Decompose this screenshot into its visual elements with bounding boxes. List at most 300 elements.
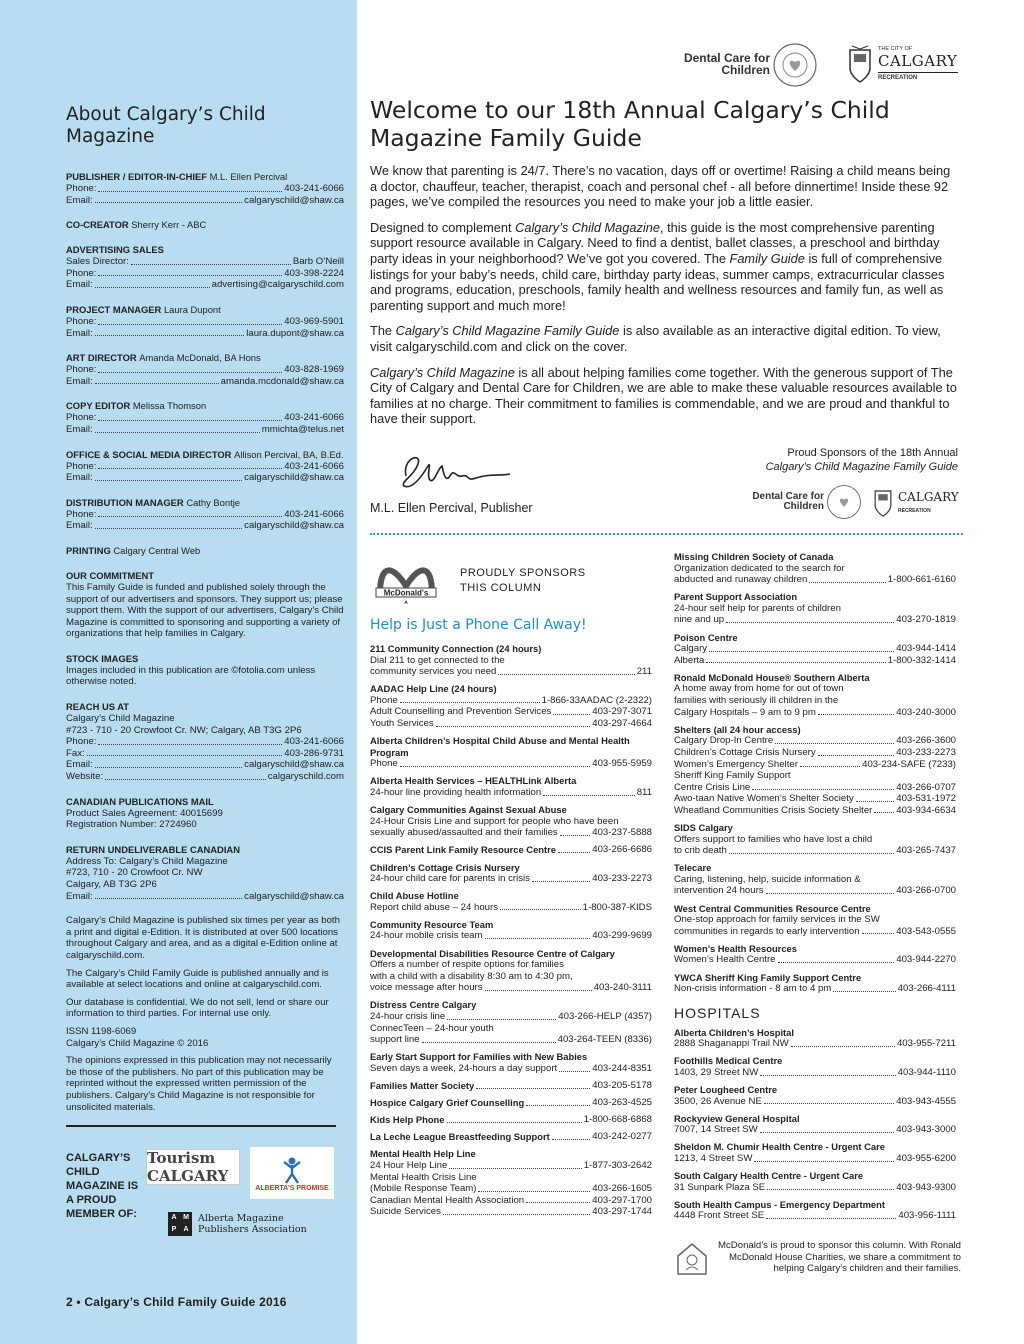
phone-entry: [370, 948, 652, 994]
row-key: Phone: [370, 694, 398, 706]
phone-entry: [674, 632, 956, 667]
row-leader: [558, 844, 590, 853]
rmhc-note-text: McDonald’s is proud to sponsor this column. With Ronald McDonald House Charities, we share a commitment to helping Calgary’s children and their families.: [718, 1240, 961, 1275]
dotted-row: [66, 472, 344, 484]
ampa-grid: [168, 1212, 192, 1236]
row-key: A home away from home for out of town: [674, 683, 844, 695]
ampa-text: Alberta Magazine Publishers Association: [198, 1213, 307, 1235]
entry-name: La Leche League Breastfeeding Support: [370, 1131, 550, 1143]
phone-entry: [674, 591, 956, 626]
dotted-row: [66, 412, 344, 424]
sponsor-credit-line-1: Proud Sponsors of the 18th Annual: [787, 447, 958, 459]
phone-entry: [674, 672, 956, 718]
sidebar: [0, 0, 357, 1344]
info-label: [66, 653, 344, 665]
entry-name: Developmental Disabilities Resource Centre of Calgary: [370, 947, 615, 959]
row-value: 403-241-6066: [284, 412, 344, 424]
row-key: Children’s Cottage Crisis Nursery: [674, 746, 816, 758]
section-value: Amanda McDonald, BA Hons: [139, 352, 261, 364]
row-key: 3500, 26 Avenue NE: [674, 1095, 762, 1107]
row-value: 1-800-332-1414: [887, 654, 956, 666]
phone-column-2: [674, 551, 956, 1228]
dotted-row: [370, 1160, 652, 1172]
info-label: [66, 796, 344, 808]
row-key: to crib death: [674, 845, 727, 857]
info-label-text: RETURN UNDELIVERABLE CANADIAN: [66, 843, 240, 855]
row-leader: [559, 1063, 590, 1072]
row-value: 403-233-2273: [896, 746, 956, 758]
row-leader: [98, 316, 282, 325]
row-key: families with seriously ill children in the: [674, 695, 839, 707]
section-label: [66, 244, 344, 256]
dotted-row: [674, 574, 956, 586]
row-value: calgaryschild@shaw.ca: [244, 194, 344, 206]
dotted-row: [370, 1023, 652, 1035]
phone-entry: [370, 643, 652, 678]
info-label-text: PRINTING: [66, 544, 111, 556]
masthead-info: [66, 545, 344, 1113]
row-key: Phone:: [66, 508, 97, 520]
dotted-row: [674, 614, 956, 626]
row-key: 1213, 4 Street SW: [674, 1153, 753, 1165]
row-value: 403-934-6634: [896, 804, 956, 816]
phone-entry: [370, 804, 652, 839]
dotted-row: [370, 1195, 652, 1207]
intro-paragraph-3: The Calgary’s Child Magazine Family Guide is also available as an interactive digital edition. To view, visit calgaryschild.com and click on the cover.: [370, 323, 941, 354]
page-title: Welcome to our 18th Annual Calgary’s Child Magazine Family Guide: [370, 96, 890, 152]
row-key: (Mobile Response Team): [370, 1183, 477, 1195]
row-value: 403-265-7437: [896, 845, 956, 857]
entry-inline-row: [370, 1114, 652, 1126]
entry-name: Children’s Cottage Crisis Nursery: [370, 861, 520, 873]
dotted-row: [66, 376, 344, 388]
row-key: Phone: [370, 758, 398, 770]
dotted-row: [674, 793, 956, 805]
section-label-text: COPY EDITOR: [66, 400, 131, 412]
section-label-text: DISTRIBUTION MANAGER: [66, 496, 184, 508]
dotted-row: [66, 759, 344, 771]
entry-name: AADAC Help Line (24 hours): [370, 683, 497, 695]
info-label-text: STOCK IMAGES: [66, 652, 139, 664]
info-text: This Family Guide is funded and published solely through the support of our advertisers and sponsors. They support us; please support them. With the support of our advertisers, Calgary’s Child Magazine is committed to sponsoring and supporting a variety of organizations that help families in Calgary.: [66, 581, 344, 640]
phone-entry: [674, 1055, 956, 1078]
city-rule: [878, 72, 958, 73]
row-leader: [436, 718, 591, 727]
row-value: calgaryschild@shaw.ca: [244, 759, 344, 771]
dotted-row: [370, 787, 652, 799]
info-section: [66, 844, 344, 902]
section-divider: [370, 533, 963, 535]
row-leader: [862, 926, 895, 935]
svg-text:McDonald's: McDonald's: [383, 588, 429, 598]
row-key: Website:: [66, 771, 104, 783]
row-key: Awo-taan Native Women’s Shelter Society: [674, 793, 854, 805]
sponsor-logos-small: [752, 484, 962, 520]
section-value: Allison Percival, BA, B.Ed.: [234, 448, 344, 460]
entry-name: Kids Help Phone: [370, 1114, 445, 1126]
hospitals-list: [674, 1027, 956, 1222]
row-key: Youth Services: [370, 718, 434, 730]
dotted-row: [674, 770, 956, 782]
section-value: Laura Dupont: [163, 303, 221, 315]
row-value: 403-969-5901: [284, 315, 344, 327]
dotted-row: [674, 759, 956, 771]
row-leader: [754, 1153, 894, 1162]
row-key: Women’s Emergency Shelter: [674, 758, 798, 770]
mcdonalds-sponsor: [370, 553, 652, 609]
phone-entry: [674, 724, 956, 817]
row-leader: [105, 771, 266, 780]
dotted-row: [674, 707, 956, 719]
section-label-text: PROJECT MANAGER: [66, 303, 162, 315]
section-label: [66, 219, 344, 231]
row-leader: [833, 983, 895, 992]
dotted-row: [370, 1172, 652, 1184]
row-key: Alberta: [674, 654, 705, 666]
info-paragraph: ISSN 1198-6069: [66, 1025, 137, 1037]
entry-name: Poison Centre: [674, 631, 738, 643]
row-leader: [98, 736, 282, 745]
dotted-row: [674, 1067, 956, 1079]
row-key: Phone:: [66, 364, 97, 376]
section-label-text: ADVERTISING SALES: [66, 244, 164, 256]
dotted-row: [370, 1206, 652, 1218]
row-key: Canadian Mental Health Association: [370, 1194, 525, 1206]
row-leader: [485, 930, 591, 939]
section-label: [66, 400, 344, 412]
row-key: 24-hour child care for parents in crisis: [370, 873, 530, 885]
dotted-row: [674, 643, 956, 655]
dental-seal-icon-small: [826, 484, 862, 520]
row-leader: [553, 706, 590, 715]
entry-name: Calgary Communities Against Sexual Abuse: [370, 804, 567, 816]
city-crest-icon: [846, 44, 874, 84]
row-leader: [95, 328, 245, 337]
phone-entry: [370, 775, 652, 798]
entry-name: South Health Campus - Emergency Department: [674, 1198, 885, 1210]
info-value: Calgary Central Web: [113, 544, 201, 556]
row-key: Sales Director:: [66, 256, 129, 268]
row-key: Email:: [66, 520, 93, 532]
entry-name: Telecare: [674, 862, 712, 874]
row-value: calgaryschild@shaw.ca: [244, 890, 344, 902]
dental-seal-icon: [772, 42, 818, 88]
row-leader: [500, 902, 581, 911]
mcdonalds-sponsor-text: PROUDLY SPONSORS THIS COLUMN: [460, 567, 586, 594]
recreation-text-small: RECREATION: [898, 508, 931, 514]
dotted-row: [66, 256, 344, 268]
dotted-row: [674, 735, 956, 747]
row-key: abducted and runaway children: [674, 574, 808, 586]
phone-entry: [674, 862, 956, 897]
row-leader: [87, 748, 283, 757]
row-leader: [447, 1114, 582, 1123]
dotted-row: [674, 805, 956, 817]
entry-name: Alberta Children’s Hospital: [674, 1026, 794, 1038]
row-value: 403-297-3071: [592, 706, 652, 718]
row-leader: [766, 885, 895, 894]
phone-entry: [674, 903, 956, 938]
dotted-row: [674, 845, 956, 857]
entry-name: Peter Lougheed Centre: [674, 1084, 778, 1096]
phone-entry: [370, 1097, 652, 1109]
dotted-row: [674, 782, 956, 794]
row-value: 403-266-HELP (4357): [558, 1011, 652, 1023]
row-value: calgaryschild.com: [267, 771, 344, 783]
row-leader: [98, 183, 282, 192]
mcdonalds-logo: [370, 556, 442, 606]
entry-name: Families Matter Society: [370, 1080, 475, 1091]
masthead-section: [66, 352, 344, 387]
intro-paragraph-4: Calgary’s Child Magazine is all about helping families come together. With the generous support of The City of Calgary and Dental Care for Children, we are able to make these valuable resources available to families at no charge. Their commitment to families is commendable, and we are proud and thankful to have their support.: [370, 364, 957, 427]
row-leader: [526, 1195, 590, 1204]
phone-entry: [370, 1080, 652, 1092]
row-key: Email:: [66, 375, 93, 387]
row-value: amanda.mcdonald@shaw.ca: [220, 375, 344, 387]
row-leader: [400, 758, 591, 767]
city-wordmark-small: CALGARY: [898, 490, 959, 504]
ampa-letter: A: [183, 1226, 189, 1233]
row-value: mmichta@telus.net: [261, 423, 344, 435]
dotted-row: [674, 1153, 956, 1165]
dotted-row: [66, 316, 344, 328]
row-value: 403-241-6066: [284, 736, 344, 748]
dotted-row: [370, 1063, 652, 1075]
row-leader: [760, 1067, 895, 1076]
entry-name: SIDS Calgary: [674, 821, 733, 833]
row-value: 403-543-0555: [896, 925, 956, 937]
sponsor-credit-line-2: Calgary’s Child Magazine Family Guide: [765, 461, 958, 473]
city-crest-icon-small: [872, 486, 894, 518]
masthead-section: [66, 219, 344, 231]
dotted-row: [66, 891, 344, 903]
info-label-text: OUR COMMITMENT: [66, 569, 155, 581]
row-value: 403-297-1744: [592, 1206, 652, 1218]
row-value: 403-297-1700: [592, 1194, 652, 1206]
ampa-letter: M: [183, 1214, 189, 1221]
row-value: 403-955-6200: [896, 1153, 956, 1165]
info-label: [66, 701, 344, 713]
tourism-calgary-logo: Tourism CALGARY: [146, 1149, 240, 1185]
rmhc-note: [675, 1240, 961, 1276]
row-value: calgaryschild@shaw.ca: [244, 472, 344, 484]
entry-phone: 1-800-668-6868: [583, 1114, 652, 1126]
dental-care-logo: Dental Care for Children: [683, 51, 770, 77]
intro-letter: [370, 163, 960, 437]
section-label-text: OFFICE & SOCIAL MEDIA DIRECTOR: [66, 448, 232, 460]
row-key: 31 Sunpark Plaza SE: [674, 1181, 766, 1193]
intro-paragraph-1: We know that parenting is 24/7. There’s no vacation, days off or overtime! Raising a child means being a doctor, chauffeur, teacher, therapist, coach and personal chef - all before dinnertime! Inside these 92 pages, we’ve compiled the resources you need to make your job a little easier.: [370, 163, 951, 210]
phone-entry: [370, 999, 652, 1045]
row-leader: [95, 424, 260, 433]
row-leader: [98, 461, 282, 470]
row-value: 403-299-9699: [592, 930, 652, 942]
dotted-row: [674, 926, 956, 938]
row-value: 403-240-3000: [896, 706, 956, 718]
info-line: Registration Number: 2724960: [66, 819, 197, 831]
row-key: Fax:: [66, 747, 85, 759]
row-key: Sheriff King Family Support: [674, 770, 791, 782]
row-key: Email:: [66, 194, 93, 206]
row-key: 1403, 29 Street NW: [674, 1066, 759, 1078]
entry-name: Parent Support Association: [674, 591, 798, 603]
row-value: 403-266-3600: [896, 735, 956, 747]
dotted-row: [674, 885, 956, 897]
row-leader: [95, 376, 219, 385]
dotted-row: [370, 827, 652, 839]
row-leader: [706, 655, 885, 664]
row-key: sexually abused/assaulted and their families: [370, 827, 558, 839]
dotted-row: [674, 1210, 956, 1222]
row-value: 403-955-7211: [896, 1038, 956, 1050]
entry-name: Child Abuse Hotline: [370, 890, 459, 902]
row-key: 4448 Front Street SE: [674, 1210, 765, 1222]
dotted-row: [674, 914, 956, 926]
dotted-row: [370, 666, 652, 678]
row-leader: [478, 1183, 590, 1192]
row-value: 403-270-1819: [896, 614, 956, 626]
info-line: Product Sales Agreement: 40015699: [66, 807, 223, 819]
row-value: Barb O’Neill: [292, 256, 344, 268]
dotted-row: [66, 424, 344, 436]
row-leader: [775, 735, 894, 744]
info-section: [66, 796, 344, 831]
row-value: calgaryschild@shaw.ca: [244, 520, 344, 532]
phone-entry: [370, 890, 652, 913]
row-key: 24-hour line providing health information: [370, 787, 542, 799]
dotted-row: [370, 959, 652, 971]
entry-name: Mental Health Help Line: [370, 1148, 476, 1160]
row-key: Phone:: [66, 412, 97, 424]
dotted-row: [66, 736, 344, 748]
row-key: communities in regards to early intervention: [674, 925, 860, 937]
entry-name: Alberta Children’s Hospital Child Abuse and Mental Health Program: [370, 735, 630, 758]
dotted-row: [370, 816, 652, 828]
section-label: [66, 171, 344, 183]
info-paragraph: Our database is confidential. We do not sell, lend or share our information to third parties. For internal use only.: [66, 996, 329, 1020]
entry-phone: 403-205-5178: [592, 1080, 652, 1091]
phone-entry: [370, 1114, 652, 1126]
entry-name: Alberta Health Services – HEALTHLink Alberta: [370, 775, 577, 787]
dotted-row: [66, 520, 344, 532]
row-key: Email:: [66, 472, 93, 484]
dotted-row: [370, 1034, 652, 1046]
row-value: advertising@calgaryschild.com: [211, 279, 344, 291]
dotted-row: [66, 771, 344, 783]
row-key: Phone:: [66, 315, 97, 327]
masthead-section: [66, 400, 344, 435]
row-value: 403-956-1111: [898, 1210, 956, 1222]
row-value: 403-944-1110: [897, 1066, 956, 1078]
row-leader: [422, 1034, 556, 1043]
row-value: 211: [636, 666, 652, 678]
dotted-row: [66, 183, 344, 195]
entry-inline-row: [370, 1080, 652, 1092]
entry-name: Sheldon M. Chumir Health Centre - Urgent Care: [674, 1141, 885, 1153]
row-leader: [791, 1038, 895, 1047]
dotted-row: [370, 873, 652, 885]
row-key: Wheatland Communities Crisis Society Shelter: [674, 804, 873, 816]
row-leader: [95, 520, 242, 529]
row-leader: [131, 256, 291, 265]
row-key: Non-crisis information - 8 am to 4 pm: [674, 983, 832, 995]
entry-name: South Calgary Health Centre - Urgent Care: [674, 1170, 864, 1182]
row-value: 403-234-SAFE (7233): [862, 758, 956, 770]
phone-entry: [674, 1141, 956, 1164]
row-key: Email:: [66, 423, 93, 435]
row-key: Offers a number of respite options for families: [370, 959, 564, 971]
masthead-section: [66, 244, 344, 291]
row-value: 403-955-5959: [592, 758, 652, 770]
row-leader: [778, 954, 895, 963]
dotted-row: [674, 683, 956, 695]
hospitals-title: HOSPITALS: [674, 1004, 761, 1021]
dotted-row: [66, 509, 344, 521]
row-leader: [400, 695, 540, 704]
row-key: 24-Hour Crisis Line and support for people who have been: [370, 815, 619, 827]
dotted-row: [370, 695, 652, 707]
row-value: 403-943-4555: [896, 1095, 956, 1107]
masthead: [66, 104, 344, 1119]
phone-entry: [370, 735, 652, 770]
row-leader: [800, 759, 860, 768]
row-key: One-stop approach for family services in the SW: [674, 914, 880, 926]
dotted-row: [66, 748, 344, 760]
info-label: [66, 545, 344, 557]
ampa-letter: P: [171, 1226, 177, 1233]
info-paragraph: The opinions expressed in this publication may not necessarily be those of the publishers. No part of this publication may be reprinted without the expressed written permission of the publishers. Calgary’s Child Magazine is not responsible for unsolicited materials.: [66, 1055, 332, 1113]
info-paragraph: Calgary’s Child Magazine is published six times per year as both a print and digital e-Edition. It is distributed at over 500 locations throughout Calgary and area, and as a digital e-Edition online at calgaryschild.com.: [66, 915, 340, 961]
entry-inline-row: [370, 844, 652, 856]
phone-entry: [370, 919, 652, 942]
sponsor-credit: [640, 446, 958, 474]
section-value: M.L. Ellen Percival: [209, 171, 288, 182]
row-leader: [443, 1206, 590, 1215]
dotted-row: [674, 1038, 956, 1050]
info-section: [66, 545, 344, 557]
dental-care-logo-small: Dental Care for Children: [752, 491, 824, 512]
row-value: 403-944-2270: [896, 954, 956, 966]
row-leader: [526, 1097, 590, 1106]
info-line: Address To: Calgary’s Child Magazine: [66, 855, 228, 867]
dotted-row: [370, 655, 652, 667]
phone-entry: [674, 972, 956, 995]
row-leader: [95, 759, 242, 768]
row-key: community services you need: [370, 666, 497, 678]
section-value: Sherry Kerr - ABC: [131, 219, 207, 231]
dotted-row: [674, 834, 956, 846]
row-key: ConnecTeen – 24-hour youth: [370, 1022, 494, 1034]
phone-entry: [674, 1084, 956, 1107]
row-value: 403-943-3000: [896, 1124, 956, 1136]
row-key: Dial 211 to get connected to the: [370, 654, 505, 666]
row-key: Adult Counselling and Prevention Services: [370, 706, 552, 718]
info-line: #723, 710 - 20 Crowfoot Cr. NW: [66, 867, 203, 879]
row-leader: [485, 982, 592, 991]
row-value: 403-286-9731: [284, 747, 344, 759]
entry-name: 211 Community Connection (24 hours): [370, 643, 542, 654]
entry-name: Ronald McDonald House® Southern Alberta: [674, 671, 870, 683]
row-key: 24-hour self help for parents of children: [674, 602, 841, 614]
albertas-promise-text: ALBERTA’S PROMISE: [255, 1184, 329, 1192]
intro-paragraph-2: Designed to complement Calgary’s Child Magazine, this guide is the most comprehensive parenting support resource available in Calgary. Need to find a dentist, ballet classes, a preschool and birthday party ideas in your neighborhood? We’ve got you covered. The Family Guide is full of comprehensive listings for your baby’s needs, child care, birthday party ideas, summer camps, extracurricular classes and programs, education, preschools, family health and wellness resources and family fun, as well as parenting support and much more!: [370, 219, 945, 313]
row-key: Phone:: [66, 460, 97, 472]
row-leader: [532, 873, 590, 882]
section-value: Cathy Bontje: [186, 496, 241, 508]
phone-entry: [674, 1170, 956, 1193]
section-label-text: CO-CREATOR: [66, 219, 129, 231]
row-leader: [764, 1096, 894, 1105]
